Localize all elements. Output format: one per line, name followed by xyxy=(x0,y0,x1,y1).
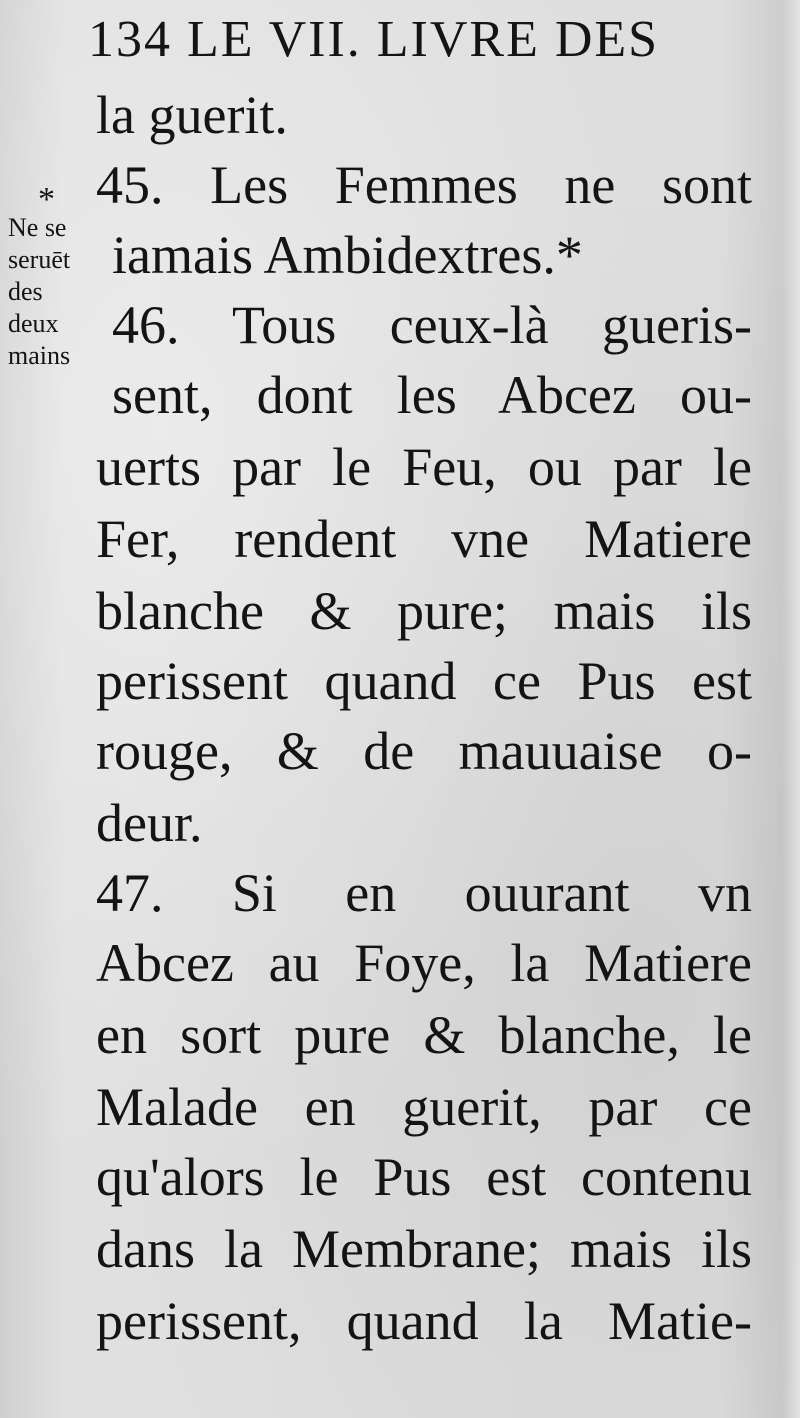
margin-note xyxy=(8,181,116,372)
text-line: Fer, rendent vne Matiere xyxy=(96,509,752,569)
margin-note-line: deux xyxy=(8,309,59,338)
text-line: qu'alors le Pus est contenu xyxy=(96,1147,752,1207)
text-line: blanche & pure; mais ils xyxy=(96,581,752,641)
text-line: la guerit. xyxy=(96,85,288,145)
text-line: perissent quand ce Pus est xyxy=(96,651,752,711)
text-line: deur. xyxy=(96,793,203,853)
text-line: en sort pure & blanche, le xyxy=(96,1005,752,1065)
running-title: LE VII. LIVRE DES xyxy=(187,11,660,68)
text-line: iamais Ambidextres.* xyxy=(112,225,583,285)
margin-note-line: mains xyxy=(8,341,71,370)
aphorism-45-line: 45. Les Femmes ne sont xyxy=(96,155,752,215)
margin-note-line: des xyxy=(8,277,43,306)
aphorism-46-line: 46. Tous ceux-là gueris- xyxy=(112,295,752,355)
text-line: Abcez au Foye, la Matiere xyxy=(96,933,752,993)
text-line: rouge, & de mauuaise o- xyxy=(96,721,752,781)
margin-note-line: seruēt xyxy=(8,245,71,274)
text-line: Malade en guerit, par ce xyxy=(96,1077,752,1137)
text-line: dans la Membrane; mais ils xyxy=(96,1219,752,1279)
page-number: 134 xyxy=(88,11,172,68)
text-line: sent, dont les Abcez ou- xyxy=(112,365,752,425)
margin-note-marker: * xyxy=(38,181,55,218)
margin-note-line: Ne se xyxy=(8,213,67,242)
running-head xyxy=(88,10,659,69)
aphorism-47-line: 47. Si en ouurant vn xyxy=(96,863,752,923)
text-line: uerts par le Feu, ou par le xyxy=(96,437,752,497)
text-line: perissent, quand la Matie- xyxy=(96,1291,752,1351)
